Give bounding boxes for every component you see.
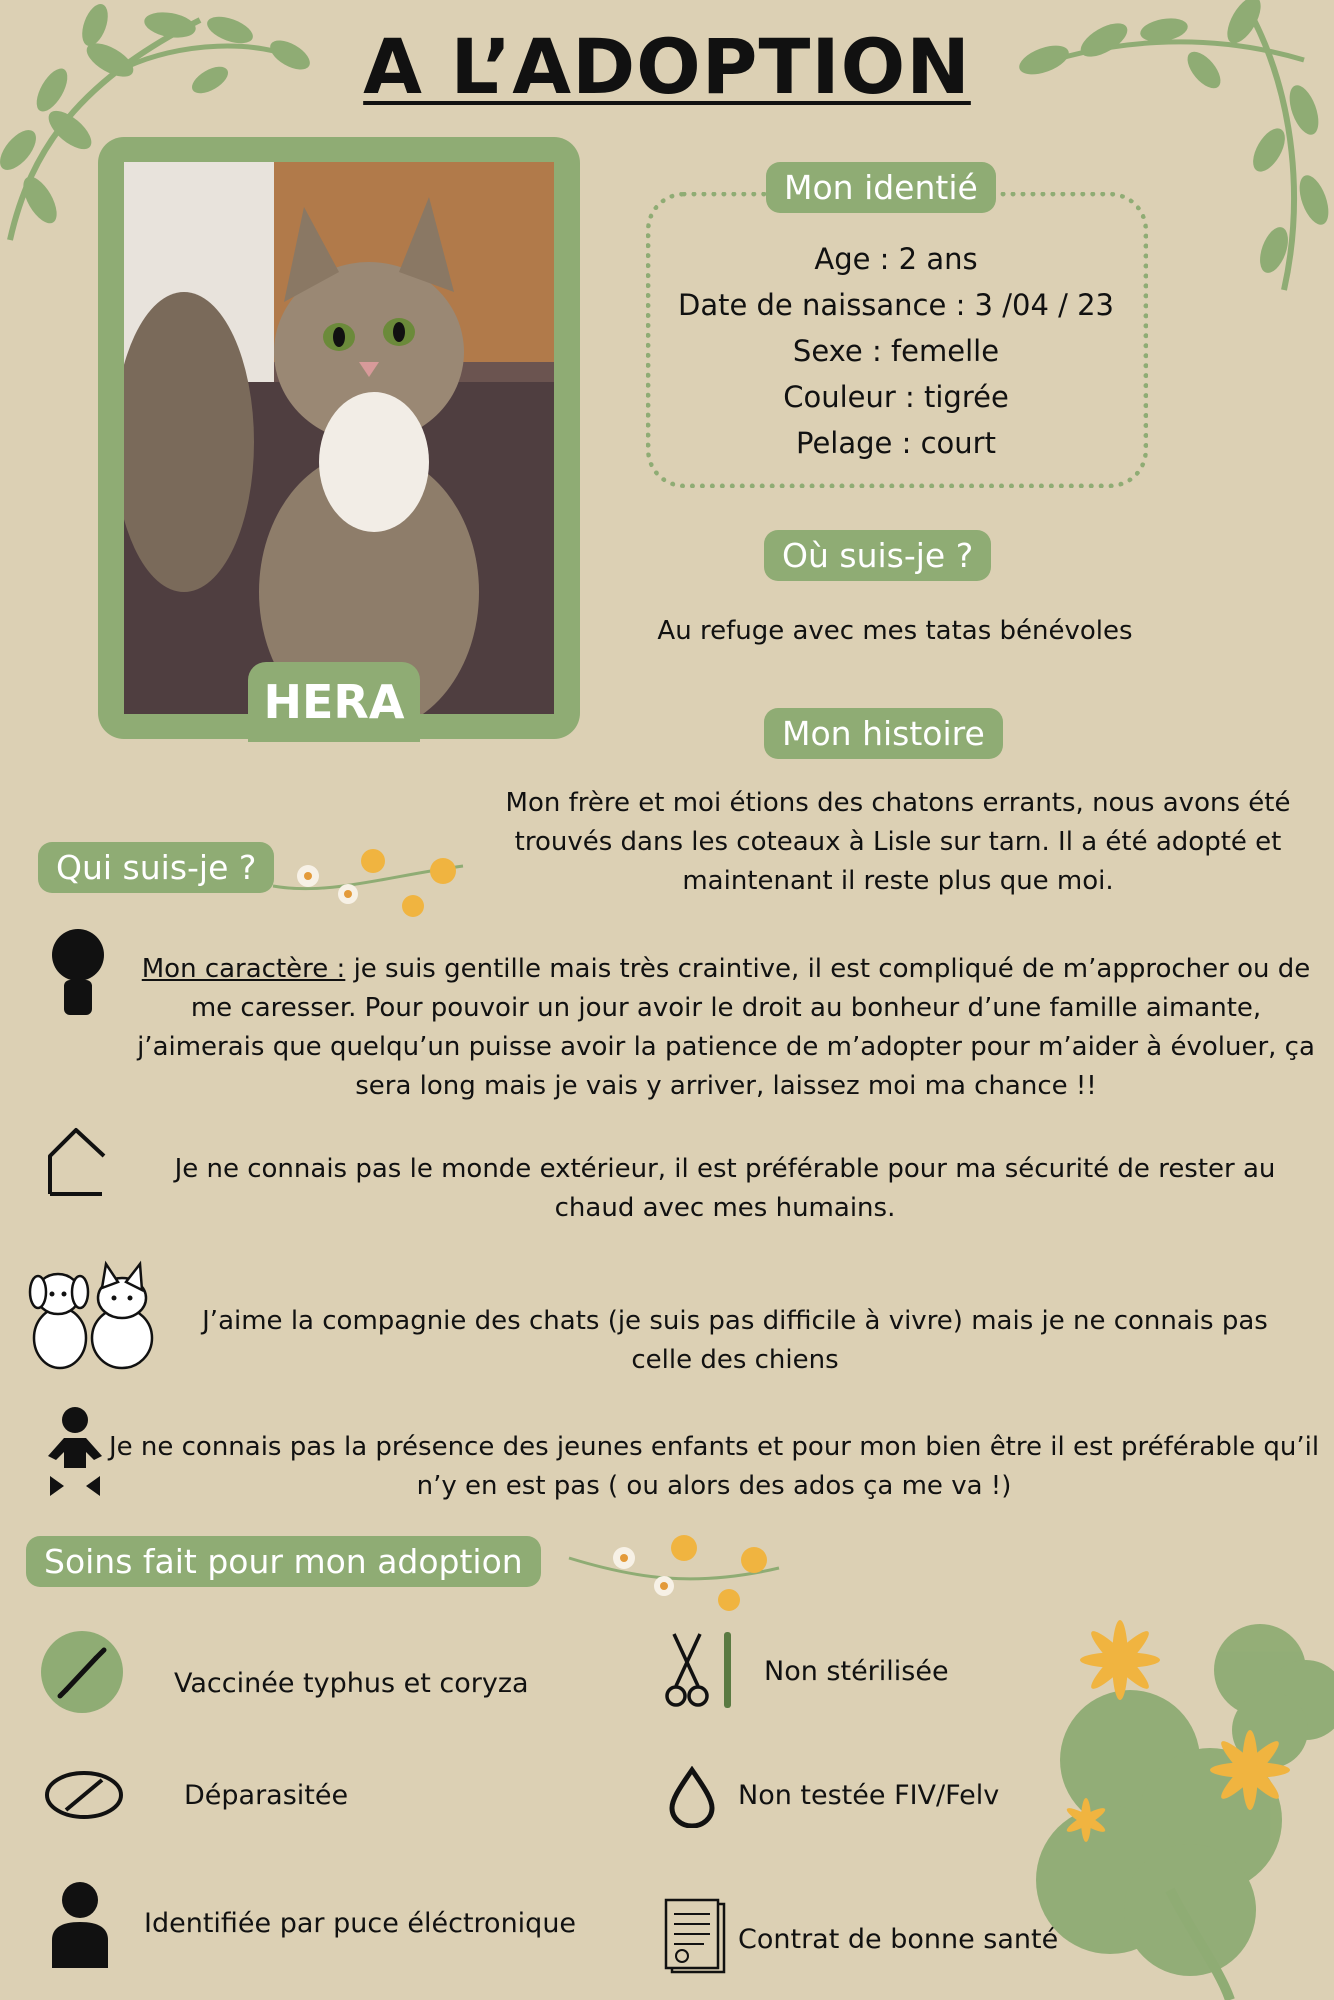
about-heading: Qui suis-je ? [38,842,274,893]
scissors-icon [664,1630,738,1710]
outdoor-text: Je ne connais pas le monde extérieur, il est préférable pour ma sécurité de rester au chaud avec mes humains. [174,1154,1276,1223]
children-text: Je ne connais pas la présence des jeunes enfants et pour mon bien être il est préférable qu’il n’y en est pas ( ou alors des ados ça me va !) [108,1432,1320,1501]
person-silhouette-icon [48,1878,112,1968]
care-item-microchip: Identifiée par puce éléctronique [144,1908,577,1939]
person-icon [42,925,114,1015]
house-icon [46,1126,108,1196]
flower-sprig-decoration [564,1528,784,1620]
pet-name: HERA [248,662,420,742]
blood-drop-icon [668,1766,716,1828]
identity-coat: Pelage : court [796,426,996,460]
location-heading: Où suis-je ? [764,530,991,581]
poster-title: A L’ADOPTION [363,22,971,111]
identity-heading: Mon identié [766,162,996,213]
clover-decoration [1020,1590,1334,2000]
care-item-sterilization: Non stérilisée [764,1656,949,1687]
identity-color: Couleur : tigrée [783,380,1009,414]
care-item-health-contract: Contrat de bonne santé [738,1924,1059,1955]
history-heading: Mon histoire [764,708,1003,759]
animals-text: J’aime la compagnie des chats (je suis pas difficile à vivre) mais je ne connais pas celle des chiens [202,1306,1268,1375]
identity-birthdate: Date de naissance : 3 /04 / 23 [677,288,1115,322]
care-heading: Soins fait pour mon adoption [26,1536,541,1587]
identity-age: Age : 2 ans [814,242,978,276]
identity-sex: Sexe : femelle [792,334,1000,368]
child-icon [40,1406,110,1500]
identity-lines [646,236,1146,466]
dog-and-cat-icon [22,1258,162,1370]
contract-document-icon [664,1898,728,1976]
care-item-fiv-test: Non testée FIV/Felv [738,1780,1000,1811]
character-body: je suis gentille mais très craintive, il est compliqué de m’approcher ou de me caresser. Pour pouvoir un jour avoir le droit au bonheur d’une famille aimante, j’aimerais que quelqu’un puisse avoir la patience de m’adopter pour m’aider à évoluer, ça sera long mais je vais y arriver, laissez moi ma chance !! [137,954,1315,1101]
flower-sprig-decoration [268,836,468,926]
history-text: Mon frère et moi étions des chatons errants, nous avons été trouvés dans les coteaux à Lisle sur tarn. Il a été adopté et maintenant il reste plus que moi. [505,788,1291,896]
pill-icon [44,1770,124,1820]
location-text: Au refuge avec mes tatas bénévoles [657,616,1133,646]
syringe-icon [40,1630,124,1714]
character-label: Mon caractère : [141,954,346,984]
character-text [128,950,1324,1106]
care-item-deworming: Déparasitée [184,1780,349,1811]
care-item-vaccine: Vaccinée typhus et coryza [174,1668,529,1699]
cat-photo [124,162,554,714]
